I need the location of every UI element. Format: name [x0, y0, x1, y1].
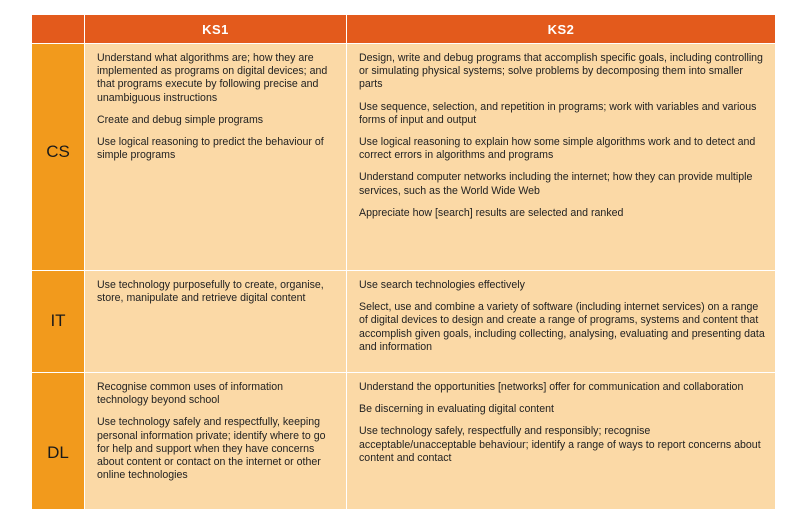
it-ks2-item: Use search technologies effectively	[359, 279, 525, 291]
row-it	[32, 271, 776, 373]
cs-ks1-item: Understand what algorithms are; how they are implemented as programs on digital devices; and that programs execute by following precise and unambiguous instructions	[97, 52, 328, 104]
header-corner-cell	[32, 15, 85, 44]
cs-ks1-item: Use logical reasoning to predict the behaviour of simple programs	[97, 136, 324, 162]
dl-ks1-item: Recognise common uses of information technology beyond school	[97, 381, 284, 407]
cell-cs-ks2	[347, 44, 776, 271]
row-label-dl: DL	[32, 373, 85, 510]
cell-dl-ks2	[347, 373, 776, 510]
row-dl	[32, 373, 776, 510]
cs-ks2-item: Understand computer networks including the internet; how they can provide multiple services, such as the World Wide Web	[359, 171, 753, 197]
it-ks1-item: Use technology purposefully to create, organise, store, manipulate and retrieve digital content	[97, 279, 324, 305]
cs-ks2-item: Use sequence, selection, and repetition in programs; work with variables and various forms of input and output	[359, 100, 757, 126]
row-label-cs: CS	[32, 44, 85, 271]
dl-ks1-item: Use technology safely and respectfully, keeping personal information private; identify where to go for help and support when they have concerns about content or contact on the internet or other online technologies	[97, 416, 326, 482]
curriculum-table	[31, 14, 776, 510]
row-cs	[32, 44, 776, 271]
cell-cs-ks1	[85, 44, 347, 271]
dl-ks2-item: Be discerning in evaluating digital content	[359, 403, 554, 416]
cell-dl-ks1	[85, 373, 347, 510]
dl-ks2-item: Understand the opportunities [networks] offer for communication and collaboration	[359, 381, 744, 393]
dl-ks2-item: Use technology safely, respectfully and responsibly; recognise acceptable/unacceptable behaviour; identify a range of ways to report concerns about content and contact	[359, 425, 761, 464]
cell-it-ks1	[85, 271, 347, 373]
header-ks2: KS2	[347, 15, 776, 44]
cs-ks2-item: Design, write and debug programs that accomplish specific goals, including controlling or simulating physical systems; solve problems by decomposing them into smaller parts	[359, 52, 763, 91]
header-ks1: KS1	[85, 15, 347, 44]
cs-ks1-item: Create and debug simple programs	[97, 113, 264, 126]
row-label-it: IT	[32, 271, 85, 373]
header-row	[32, 15, 776, 44]
cell-it-ks2	[347, 271, 776, 373]
it-ks2-item: Select, use and combine a variety of software (including internet services) on a range of digital devices to design and create a range of programs, systems and content that accomplish given goals, including collecting, analysing, evaluating and presenting data and information	[359, 301, 765, 353]
cs-ks2-item: Appreciate how [search] results are selected and ranked	[359, 206, 624, 219]
cs-ks2-item: Use logical reasoning to explain how some simple algorithms work and to detect and correct errors in algorithms and programs	[359, 136, 756, 162]
